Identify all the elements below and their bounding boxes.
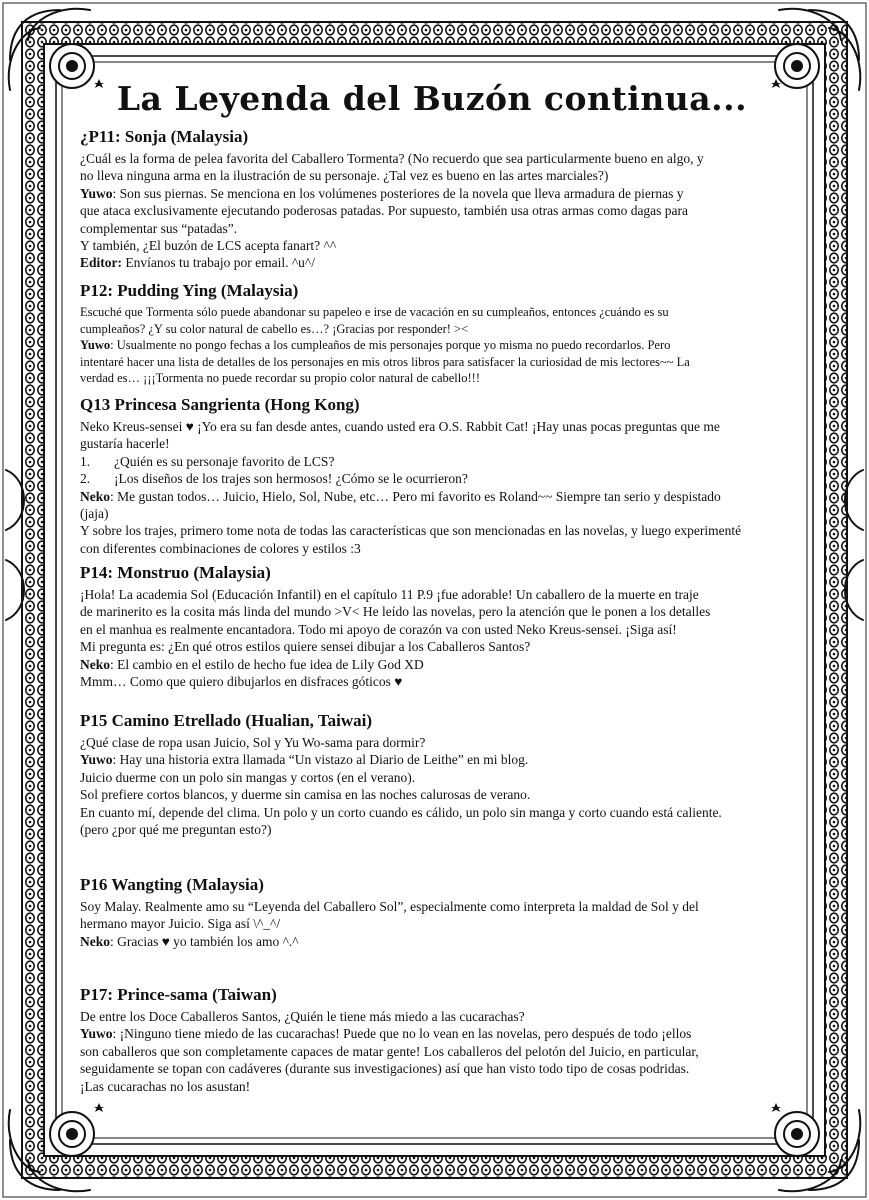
question-line: Neko Kreus-sensei ♥ ¡Yo era su fan desde antes, cuando usted era O.S. Rabbit Cat! ¡Hay unas pocas preguntas que me: [80, 419, 720, 434]
answer-line: verdad es… ¡¡¡Tormenta no puede recordar su propio color natural de cabello!!!: [80, 371, 480, 386]
answer-line: Neko: Gracias ♥ yo también los amo ^.^: [80, 933, 299, 949]
page-title: La Leyenda del Buzón continua...: [116, 79, 748, 118]
numbered-question: 1. ¿Quién es su personaje favorito de LCS?: [80, 453, 335, 469]
qa-section-p14: [80, 562, 786, 690]
question-line: De entre los Doce Caballeros Santos, ¿Quién le tiene más miedo a las cucarachas?: [80, 1009, 525, 1024]
numbered-question: 2. ¡Los diseños de los trajes son hermosos! ¿Cómo se le ocurrieron?: [80, 471, 468, 487]
answer-line: Y sobre los trajes, primero tome nota de todas las características que son mencionadas en las novelas, y luego experimenté: [80, 523, 742, 539]
question-line: ¿Cuál es la forma de pelea favorita del Caballero Tormenta? (No recuerdo que sea particularmente bueno en algo, y: [80, 151, 704, 166]
answer-line: Neko: El cambio en el estilo de hecho fue idea de Lily God XD: [80, 656, 424, 672]
answer-line: que ataca exclusivamente ejecutando poderosas patadas. Por supuesto, también usa otras armas como dagas para: [80, 203, 689, 219]
answer-line: Editor: Envíanos tu trabajo por email. ^u^/: [80, 255, 316, 271]
qa-section-p15: [80, 710, 786, 838]
question-line: hermano mayor Juicio. Siga así \^_^/: [80, 916, 281, 932]
question-heading: ¿P11: Sonja (Malaysia): [80, 127, 249, 146]
answer-line: (pero ¿por qué me preguntan esto?): [80, 822, 272, 838]
page-content: [74, 72, 790, 1134]
speaker-name: Yuwo: [80, 1026, 113, 1042]
question-line: ¡Hola! La academia Sol (Educación Infantil) en el capítulo 11 P.9 ¡fue adorable! Un caballero de la muerte en traje: [80, 587, 699, 602]
qa-section-p16: [80, 874, 786, 950]
question-heading: P17: Prince-sama (Taiwan): [80, 985, 277, 1004]
question-line: Y también, ¿El buzón de LCS acepta fanart? ^^: [80, 238, 337, 254]
qa-section-p17: [80, 984, 786, 1095]
question-line: cumpleaños? ¿Y su color natural de cabello es…? ¡Gracias por responder! ><: [80, 321, 469, 336]
speaker-name: Yuwo: [80, 752, 113, 768]
question-line: en el manhua es realmente encantadora. Todo mi apoyo de corazón va con usted Neko Kreus-sensei. ¡Siga así!: [80, 621, 677, 637]
answer-line: seguidamente se topan con cadáveres (durante sus investigaciones) así que han visto todo tipo de cosas podridas.: [80, 1061, 690, 1077]
qa-section-p12: [80, 280, 786, 387]
speaker-name: Editor:: [80, 255, 122, 271]
question-heading: P14: Monstruo (Malaysia): [80, 563, 271, 582]
question-heading: P15 Camino Etrellado (Hualian, Taiwai): [80, 711, 373, 730]
answer-line: Neko: Me gustan todos… Juicio, Hielo, Sol, Nube, etc… Pero mi favorito es Roland~~ Siempre tan serio y despistado: [80, 488, 721, 504]
question-line: Soy Malay. Realmente amo su “Leyenda del Caballero Sol”, especialmente como interpreta la maldad de Sol y del: [80, 899, 699, 914]
question-line: Mi pregunta es: ¿En qué otros estilos quiere sensei dibujar a los Caballeros Santos?: [80, 639, 531, 655]
qa-section-p11: [80, 126, 786, 272]
question-line: Escuché que Tormenta sólo puede abandonar su papeleo e irse de vacación en su cumpleaños, entonces ¿cuándo es su: [80, 305, 669, 319]
speaker-name: Neko: [80, 656, 110, 672]
answer-line: Yuwo: Hay una historia extra llamada “Un vistazo al Diario de Leithe” en mi blog.: [80, 752, 529, 768]
question-line: no lleva ninguna arma en la ilustración de su personaje. ¿Tal vez es bueno en las artes marciales?): [80, 168, 609, 184]
answer-line: Sol prefiere cortos blancos, y duerme sin camisa en las noches calurosas de verano.: [80, 787, 531, 803]
answer-line: Yuwo: Usualmente no pongo fechas a los cumpleaños de mis personajes porque yo misma no puedo recordarlos. Pero: [80, 338, 671, 353]
answer-line: (jaja): [80, 506, 109, 522]
answer-line: intentaré hacer una lista de detalles de los personajes en mis otros libros para satisfacer la curiosidad de mis lectores~~ La: [80, 354, 690, 369]
speaker-name: Yuwo: [80, 185, 113, 201]
question-heading: P16 Wangting (Malaysia): [80, 875, 264, 894]
answer-line: Yuwo: Son sus piernas. Se menciona en los volúmenes posteriores de la novela que lleva armadura de piernas y: [80, 185, 684, 201]
question-heading: P12: Pudding Ying (Malaysia): [80, 281, 299, 300]
question-line: ¿Qué clase de ropa usan Juicio, Sol y Yu Wo-sama para dormir?: [80, 735, 426, 750]
speaker-name: Neko: [80, 488, 110, 504]
answer-line: Mmm… Como que quiero dibujarlos en disfraces góticos ♥: [80, 674, 403, 690]
speaker-name: Yuwo: [80, 338, 111, 353]
answer-line: con diferentes combinaciones de colores y estilos :3: [80, 540, 361, 556]
qa-section-q13: [80, 394, 786, 557]
answer-line: complementar sus “patadas”.: [80, 220, 238, 236]
question-line: de marinerito es la cosita más linda del mundo >V< He leído las novelas, pero la atención que le ponen a los detalles: [80, 604, 711, 620]
question-heading: Q13 Princesa Sangrienta (Hong Kong): [80, 395, 360, 414]
question-line: gustaría hacerle!: [80, 436, 170, 452]
answer-line: En cuanto mí, depende del clima. Un polo y un corto cuando es cálido, un polo sin manga y corto cuando está caliente.: [80, 804, 722, 820]
speaker-name: Neko: [80, 933, 110, 949]
answer-line: ¡Las cucarachas no los asustan!: [80, 1078, 251, 1094]
answer-line: Yuwo: ¡Ninguno tiene miedo de las cucarachas! Puede que no lo vean en las novelas, pero después de todo ¡ellos: [80, 1026, 692, 1042]
answer-line: son caballeros que son completamente capaces de matar gente! Los caballeros del pelotón del Juicio, en particular,: [80, 1043, 699, 1059]
answer-line: Juicio duerme con un polo sin mangas y cortos (en el verano).: [80, 769, 416, 785]
